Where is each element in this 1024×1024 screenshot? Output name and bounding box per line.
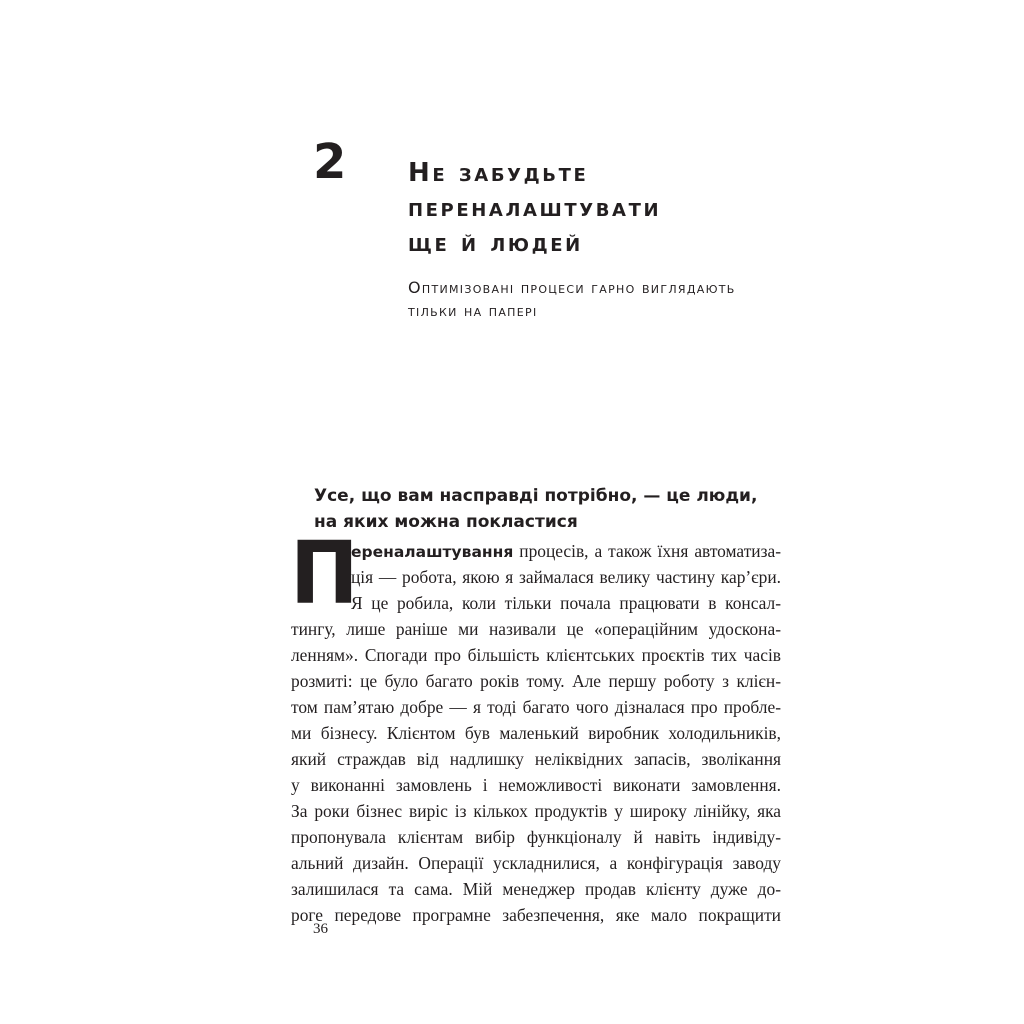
body-line: За роки бізнес виріс із кількох продуктів у широку лінійку, яка — [291, 801, 781, 821]
chapter-title-line: ще й людей — [408, 228, 583, 258]
body-line: розмиті: це було багато років тому. Але першу роботу з клієн- — [291, 671, 781, 691]
body-line: альний дизайн. Операції ускладнилися, а конфігурація заводу — [291, 853, 781, 873]
section-heading — [314, 483, 757, 535]
body-line: залишилася та сама. Мій менеджер продав клієнту дуже до- — [291, 879, 781, 899]
chapter-subtitle-line: тільки на папері — [408, 301, 538, 320]
body-line: Я це робила, коли тільки почала працювати в консал- — [351, 593, 781, 613]
body-line: том пам’ятаю добре — я тоді багато чого дізналася про пробле- — [291, 697, 781, 717]
body-line-text: процесів, а також їхня автоматиза- — [513, 541, 781, 561]
chapter-title-line: Не забудьте — [408, 158, 589, 188]
body-line: тингу, лише раніше ми називали це «операційним удоскона- — [291, 619, 781, 639]
body-line: ція — робота, якою я займалася велику частину кар’єри. — [351, 567, 781, 587]
chapter-title — [408, 156, 661, 261]
page-number: 36 — [313, 921, 328, 937]
body-line: роге передове програмне забезпечення, яке мало покращити — [291, 905, 781, 925]
drop-cap-letter: П — [290, 524, 359, 624]
chapter-subtitle — [408, 276, 736, 322]
section-heading-line: на яких можна покластися — [314, 512, 578, 532]
body-line: який страждав від надлишку неліквідних запасів, зволікання — [291, 749, 781, 769]
body-line — [351, 538, 781, 564]
body-line: ленням». Спогади про більшість клієнтських проєктів тих часів — [291, 645, 781, 665]
body-line: пропонувала клієнтам вибір функціоналу й навіть індивіду- — [291, 827, 781, 847]
drop-cap — [290, 524, 359, 624]
body-line: ми бізнесу. Клієнтом був маленький виробник холодильників, — [291, 723, 781, 743]
body-line: у виконанні замовлень і неможливості виконати замовлення. — [291, 775, 781, 795]
chapter-number: 2 — [313, 134, 348, 190]
lead-in: ереналаштування — [351, 543, 514, 561]
section-heading-line: Усе, що вам насправді потрібно, — це люди, — [314, 486, 758, 506]
chapter-subtitle-line: Оптимізовані процеси гарно виглядають — [408, 278, 736, 297]
chapter-title-line: переналаштувати — [408, 193, 662, 223]
